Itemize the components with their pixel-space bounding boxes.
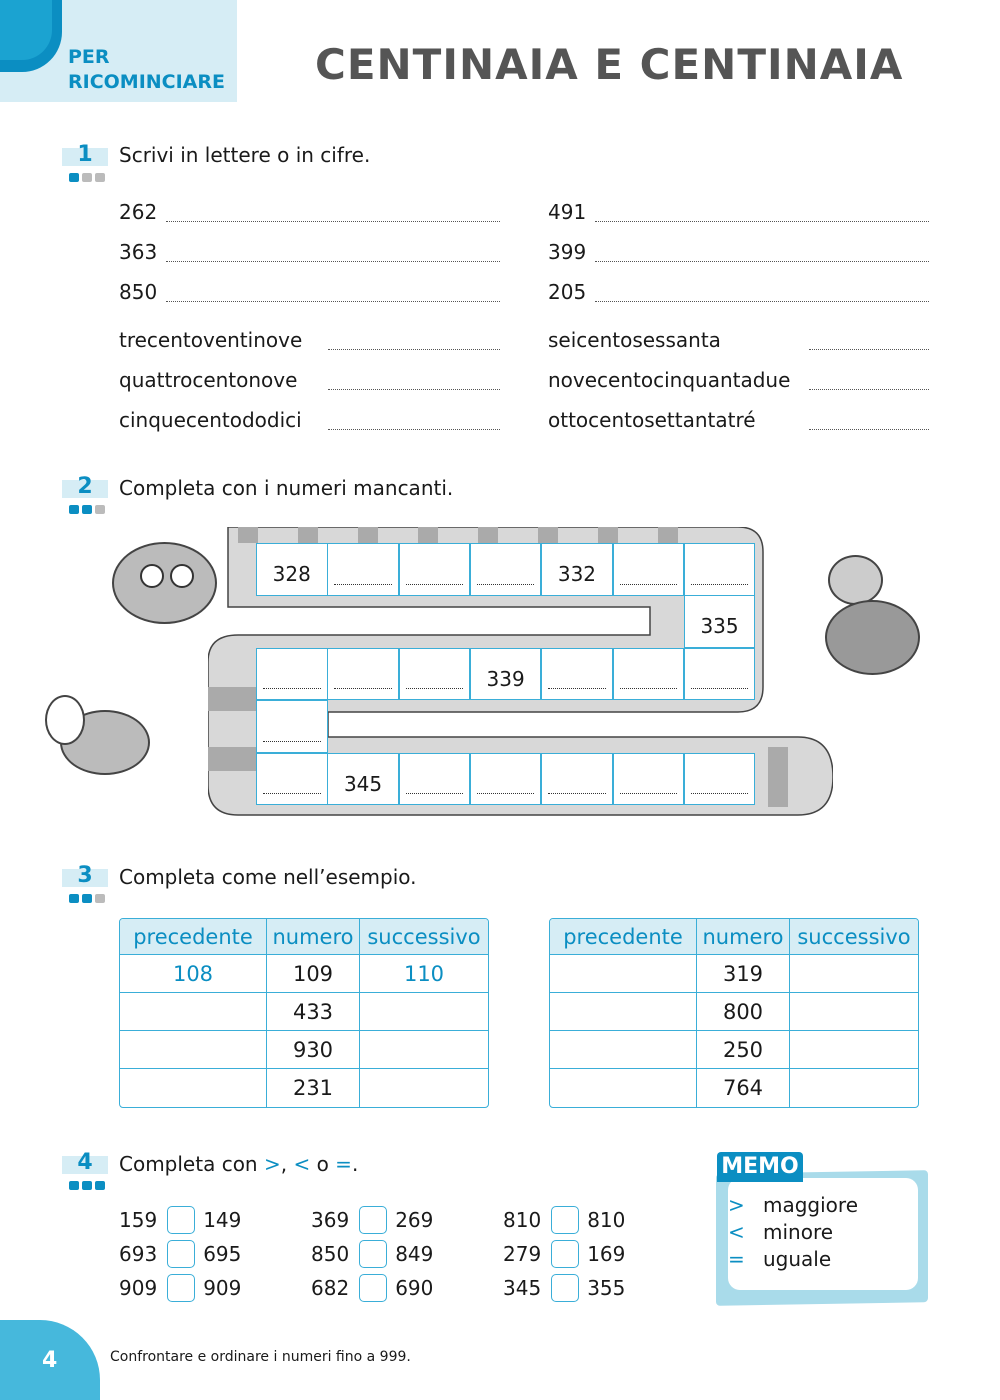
left-number: 810 xyxy=(503,1208,542,1232)
path-cell-blank[interactable] xyxy=(613,753,685,806)
table-header-row xyxy=(120,919,488,955)
exercise-number xyxy=(62,863,108,888)
memo-label: maggiore xyxy=(763,1193,859,1217)
answer-cell[interactable] xyxy=(120,1031,267,1069)
path-cell-blank[interactable] xyxy=(684,648,756,701)
ladybug-character xyxy=(820,545,920,675)
number-to-write: 850 xyxy=(119,280,158,304)
answer-line[interactable] xyxy=(328,429,500,430)
comparison-answer-box[interactable] xyxy=(167,1206,195,1234)
right-number: 690 xyxy=(395,1276,434,1300)
word-to-write: ottocentosettantatré xyxy=(548,408,756,432)
comparison-answer-box[interactable] xyxy=(551,1206,579,1234)
answer-cell[interactable] xyxy=(790,1031,918,1069)
memo-label: minore xyxy=(763,1220,834,1244)
difficulty-indicator xyxy=(69,1181,105,1190)
instruction-text: . xyxy=(351,1152,359,1176)
tag-line: PER xyxy=(68,46,110,68)
answer-line[interactable] xyxy=(595,221,929,222)
greater-symbol: > xyxy=(263,1152,281,1176)
memo-item xyxy=(728,1220,858,1247)
comparison-item xyxy=(119,1273,241,1303)
answer-cell[interactable] xyxy=(360,993,488,1031)
answer-cell[interactable] xyxy=(790,1069,918,1107)
comparison-answer-box[interactable] xyxy=(359,1206,387,1234)
right-number: 269 xyxy=(395,1208,434,1232)
number-cell: 800 xyxy=(697,993,790,1031)
path-cell-blank[interactable] xyxy=(327,648,399,701)
memo-title: MEMO xyxy=(717,1152,803,1182)
answer-cell: 108 xyxy=(120,955,267,993)
left-number: 159 xyxy=(119,1208,158,1232)
answer-line xyxy=(691,584,749,585)
number-cell: 764 xyxy=(697,1069,790,1107)
comparison-answer-box[interactable] xyxy=(359,1274,387,1302)
comparison-answer-box[interactable] xyxy=(551,1240,579,1268)
comparison-answer-box[interactable] xyxy=(359,1240,387,1268)
exercise-number xyxy=(62,474,108,499)
right-number: 909 xyxy=(203,1276,242,1300)
path-cell-blank[interactable] xyxy=(541,648,613,701)
number-cell: 231 xyxy=(267,1069,360,1107)
less-symbol: < xyxy=(293,1152,311,1176)
answer-line xyxy=(620,793,678,794)
number-to-write: 262 xyxy=(119,200,158,224)
difficulty-indicator xyxy=(69,505,105,514)
column-header: successivo xyxy=(790,919,918,955)
exercise-instruction xyxy=(119,1152,358,1176)
number-cell: 250 xyxy=(697,1031,790,1069)
difficulty-indicator xyxy=(69,173,105,182)
table-row xyxy=(120,1031,488,1069)
left-number: 682 xyxy=(311,1276,350,1300)
equal-symbol: = xyxy=(335,1152,352,1176)
path-cell-blank[interactable] xyxy=(541,753,613,806)
comparison-answer-box[interactable] xyxy=(167,1274,195,1302)
left-number: 369 xyxy=(311,1208,350,1232)
answer-line xyxy=(477,793,535,794)
answer-cell[interactable] xyxy=(550,1031,697,1069)
tag-line: RICOMINCIARE xyxy=(68,71,226,93)
exercise-number-label: 3 xyxy=(77,863,93,888)
comparison-item xyxy=(311,1205,433,1235)
word-to-write: seicentosessanta xyxy=(548,328,721,352)
path-cell-given: 335 xyxy=(684,595,756,648)
column-header: numero xyxy=(267,919,360,955)
answer-line[interactable] xyxy=(166,221,500,222)
path-cell-blank[interactable] xyxy=(256,648,328,701)
number-to-write: 363 xyxy=(119,240,158,264)
answer-line[interactable] xyxy=(328,389,500,390)
table-row xyxy=(120,993,488,1031)
path-cell-given: 328 xyxy=(256,543,328,596)
answer-line xyxy=(691,688,749,689)
answer-line[interactable] xyxy=(809,349,929,350)
instruction-text: , xyxy=(280,1152,294,1176)
right-number: 695 xyxy=(203,1242,242,1266)
word-to-write: cinquecentododici xyxy=(119,408,302,432)
comparison-answer-box[interactable] xyxy=(551,1274,579,1302)
answer-cell[interactable] xyxy=(550,1069,697,1107)
answer-line xyxy=(406,688,464,689)
comparison-item xyxy=(119,1205,241,1235)
answer-line xyxy=(263,741,321,742)
right-number: 169 xyxy=(587,1242,626,1266)
right-number: 810 xyxy=(587,1208,626,1232)
answer-cell[interactable] xyxy=(550,993,697,1031)
exercise-number-label: 2 xyxy=(77,474,93,499)
answer-line xyxy=(691,793,749,794)
answer-line xyxy=(620,584,678,585)
section-tag-label xyxy=(68,45,225,95)
footer-text: Confrontare e ordinare i numeri fino a 999. xyxy=(110,1349,411,1365)
memo-item xyxy=(728,1247,858,1274)
answer-cell[interactable] xyxy=(550,955,697,993)
predecessor-successor-table-right xyxy=(549,918,919,1108)
comparison-answer-box[interactable] xyxy=(167,1240,195,1268)
table-row xyxy=(120,1069,488,1107)
memo-symbol: < xyxy=(728,1220,745,1244)
path-cell-given: 345 xyxy=(327,753,399,806)
answer-line xyxy=(620,688,678,689)
answer-line xyxy=(406,584,464,585)
memo-item xyxy=(728,1193,858,1220)
column-header: precedente xyxy=(550,919,697,955)
instruction-text: o xyxy=(310,1152,336,1176)
left-number: 909 xyxy=(119,1276,158,1300)
answer-cell: 110 xyxy=(360,955,488,993)
memo-symbol: > xyxy=(728,1193,745,1217)
path-cell-blank[interactable] xyxy=(256,753,328,806)
path-cell-blank[interactable] xyxy=(470,753,542,806)
comparison-item xyxy=(503,1239,625,1269)
memo-label: uguale xyxy=(763,1247,832,1271)
path-cell-blank[interactable] xyxy=(256,700,328,753)
answer-line xyxy=(263,688,321,689)
left-number: 693 xyxy=(119,1242,158,1266)
bug-character-left xyxy=(112,530,220,625)
column-header: precedente xyxy=(120,919,267,955)
answer-line xyxy=(334,584,392,585)
table-header-row xyxy=(550,919,918,955)
answer-line[interactable] xyxy=(809,389,929,390)
left-number: 345 xyxy=(503,1276,542,1300)
answer-cell[interactable] xyxy=(360,1069,488,1107)
comparison-item xyxy=(503,1205,625,1235)
comparison-item xyxy=(503,1273,625,1303)
predecessor-successor-table-left xyxy=(119,918,489,1108)
path-cell-blank[interactable] xyxy=(399,648,471,701)
path-cell-given: 332 xyxy=(541,543,613,596)
answer-line xyxy=(548,688,606,689)
answer-line[interactable] xyxy=(595,261,929,262)
answer-cell[interactable] xyxy=(790,955,918,993)
answer-line xyxy=(263,793,321,794)
answer-cell[interactable] xyxy=(360,1031,488,1069)
memo-list xyxy=(728,1193,858,1274)
number-to-write: 399 xyxy=(548,240,587,264)
table-row xyxy=(550,955,918,993)
exercise-instruction: Completa con i numeri mancanti. xyxy=(119,476,454,500)
number-cell: 930 xyxy=(267,1031,360,1069)
answer-cell[interactable] xyxy=(790,993,918,1031)
path-cell-blank[interactable] xyxy=(684,753,756,806)
answer-line xyxy=(334,688,392,689)
answer-line[interactable] xyxy=(595,301,929,302)
exercise-number xyxy=(62,142,108,167)
table-row xyxy=(550,1031,918,1069)
exercise-number-label: 4 xyxy=(77,1150,93,1175)
page-number: 4 xyxy=(42,1348,58,1373)
path-cell-blank[interactable] xyxy=(399,753,471,806)
column-header: successivo xyxy=(360,919,488,955)
answer-cell[interactable] xyxy=(120,1069,267,1107)
right-number: 849 xyxy=(395,1242,434,1266)
path-cell-blank[interactable] xyxy=(327,543,399,596)
column-header: numero xyxy=(697,919,790,955)
path-cell-blank[interactable] xyxy=(684,543,756,596)
comparison-item xyxy=(119,1239,241,1269)
page-title: CENTINAIA E CENTINAIA xyxy=(315,40,904,89)
right-number: 149 xyxy=(203,1208,242,1232)
number-cell: 109 xyxy=(267,955,360,993)
table-row xyxy=(550,993,918,1031)
table-row xyxy=(120,955,488,993)
path-cell-blank[interactable] xyxy=(613,648,685,701)
comparison-item xyxy=(311,1239,433,1269)
answer-line xyxy=(477,584,535,585)
answer-line[interactable] xyxy=(166,261,500,262)
table-row xyxy=(550,1069,918,1107)
number-cell: 433 xyxy=(267,993,360,1031)
word-to-write: novecentocinquantadue xyxy=(548,368,791,392)
instruction-text: Completa con xyxy=(119,1152,264,1176)
left-number: 850 xyxy=(311,1242,350,1266)
answer-line[interactable] xyxy=(328,349,500,350)
path-cell-blank[interactable] xyxy=(613,543,685,596)
path-cell-blank[interactable] xyxy=(470,543,542,596)
bee-character xyxy=(45,680,155,800)
comparison-item xyxy=(311,1273,433,1303)
path-cell-blank[interactable] xyxy=(399,543,471,596)
memo-symbol: = xyxy=(728,1247,745,1271)
difficulty-indicator xyxy=(69,894,105,903)
right-number: 355 xyxy=(587,1276,626,1300)
exercise-instruction: Scrivi in lettere o in cifre. xyxy=(119,143,371,167)
answer-line xyxy=(548,793,606,794)
left-number: 279 xyxy=(503,1242,542,1266)
exercise-instruction: Completa come nell’esempio. xyxy=(119,865,417,889)
answer-line xyxy=(406,793,464,794)
number-cell: 319 xyxy=(697,955,790,993)
exercise-number xyxy=(62,1150,108,1175)
number-to-write: 205 xyxy=(548,280,587,304)
answer-line[interactable] xyxy=(809,429,929,430)
answer-cell[interactable] xyxy=(120,993,267,1031)
path-cell-given: 339 xyxy=(470,648,542,701)
word-to-write: quattrocentonove xyxy=(119,368,298,392)
number-to-write: 491 xyxy=(548,200,587,224)
word-to-write: trecentoventinove xyxy=(119,328,303,352)
exercise-number-label: 1 xyxy=(77,142,93,167)
answer-line[interactable] xyxy=(166,301,500,302)
